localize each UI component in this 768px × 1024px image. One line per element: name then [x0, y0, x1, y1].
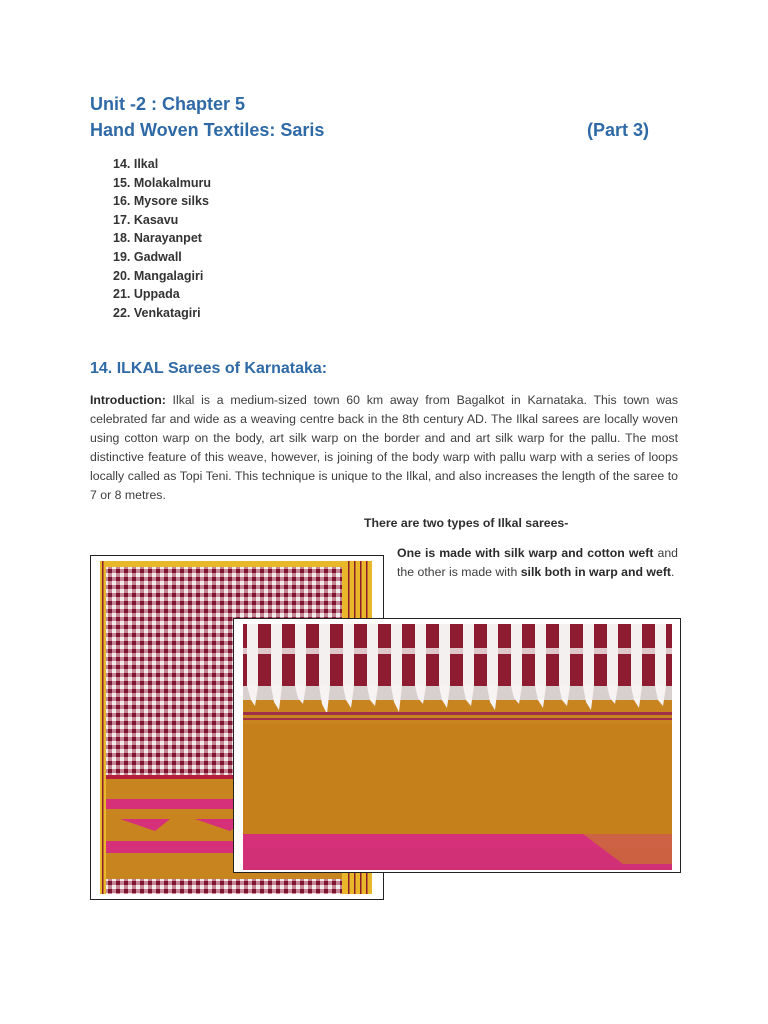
- part-label: (Part 3): [587, 120, 650, 140]
- chapter-title: Hand Woven Textiles: Saris: [90, 120, 325, 140]
- saree-photo-topi-teni: [233, 618, 681, 873]
- list-item: 16. Mysore silks: [113, 194, 209, 209]
- types-text-2: .: [671, 564, 675, 579]
- types-bold-1: One is made with silk warp and cotton weft: [397, 546, 654, 560]
- intro-label: Introduction:: [90, 393, 166, 407]
- intro-text: Ilkal is a medium-sized town 60 km away from Bagalkot in Karnataka. This town was celebrated far and wide as a weaving centre back in the 8th century AD. The Ilkal sarees are locally woven using cotton warp on the body, art silk warp on the border and and art silk warp for the pallu. The most distinctive feature of this weave, however, is joining of the body warp with pallu warp with a series of loops locally called as Topi Teni. This technique is unique to the Ilkal, and also increases the length of the saree to 7 or 8 metres.: [90, 393, 678, 502]
- topi-teni-pallu-image: [243, 624, 672, 870]
- section-heading: 14. ILKAL Sarees of Karnataka:: [90, 360, 328, 377]
- unit-title: Unit -2 : Chapter 5: [90, 94, 246, 114]
- types-bold-2: silk both in warp and weft: [520, 564, 672, 579]
- list-item: 14. Ilkal: [113, 157, 159, 171]
- chapter-contents-list: [113, 155, 211, 322]
- types-description: [397, 544, 678, 581]
- list-item: 21. Uppada: [113, 287, 180, 302]
- list-item: 18. Narayanpet: [113, 231, 202, 246]
- list-item: 17. Kasavu: [113, 212, 179, 227]
- intro-paragraph: [90, 391, 678, 504]
- list-item: 15. Molakalmuru: [113, 175, 211, 190]
- list-item: 20. Mangalagiri: [113, 268, 204, 283]
- types-heading: There are two types of Ilkal sarees-: [364, 516, 569, 530]
- list-item: 19. Gadwall: [113, 249, 182, 264]
- list-item: 22. Venkatagiri: [113, 305, 201, 320]
- types-text-1: and the other is made with: [397, 546, 678, 579]
